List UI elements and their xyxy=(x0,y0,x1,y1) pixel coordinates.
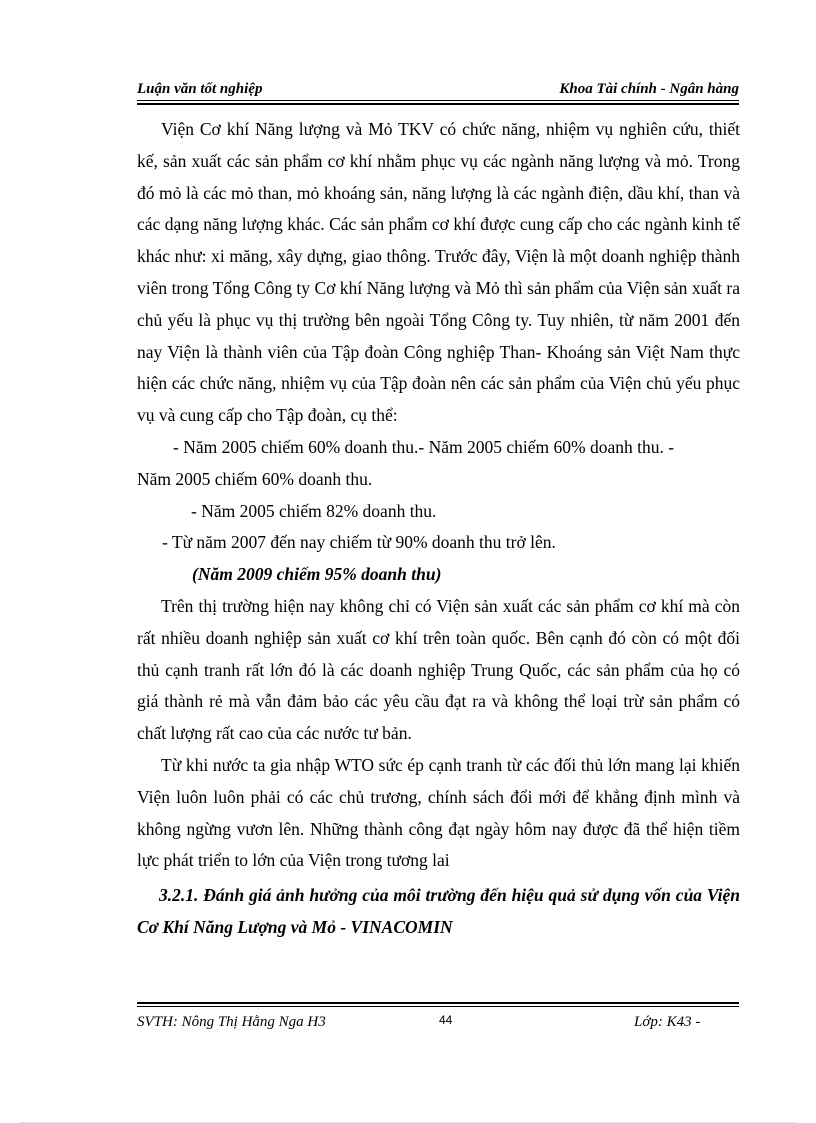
footer-class: Lớp: K43 - xyxy=(634,1014,701,1030)
note-2009: (Năm 2009 chiếm 95% doanh thu) xyxy=(192,564,442,585)
footer-rule-thick xyxy=(137,1002,739,1004)
bullet-1-line-2: Năm 2005 chiếm 60% doanh thu. xyxy=(137,468,373,489)
paragraph-2: Trên thị trường hiện nay không chỉ có Viện sản xuất các sản phẩm cơ khí mà còn rất nhiều doanh nghiệp sản xuất cơ khí trên toàn quốc. Bên cạnh đó còn có một đối thủ cạnh tranh rất lớn đó là các doanh nghiệp Trung Quốc, các sản phẩm của họ có giá thành rẻ mà vẫn đảm bảo các yêu cầu đạt ra và không thể loại trừ sản phẩm có chất lượng rất cao của các nước tư bản. xyxy=(137,595,740,744)
header-faculty-label: Khoa Tài chính - Ngân hàng xyxy=(559,81,739,97)
page-number: 44 xyxy=(439,1013,453,1027)
footer-student: SVTH: Nông Thị Hằng Nga H3 xyxy=(137,1014,326,1030)
header-thesis-label: Luận văn tốt nghiệp xyxy=(137,81,263,97)
bullet-1-line-1: - Năm 2005 chiếm 60% doanh thu.- Năm 2005 chiếm 60% doanh thu. - xyxy=(173,436,675,457)
page-header xyxy=(137,79,739,99)
bullet-3: - Từ năm 2007 đến nay chiếm từ 90% doanh thu trở lên. xyxy=(162,532,556,553)
paragraph-1: Viện Cơ khí Năng lượng và Mỏ TKV có chức năng, nhiệm vụ nghiên cứu, thiết kế, sản xuất các sản phẩm cơ khí nhằm phục vụ các ngành năng lượng và mỏ. Trong đó mỏ là các mỏ than, mỏ khoáng sản, năng lượng là các ngành điện, dầu khí, than và các dạng năng lượng khác. Các sản phẩm cơ khí được cung cấp cho các ngành kinh tế khác như: xi măng, xây dựng, giao thông. Trước đây, Viện là một doanh nghiệp thành viên trong Tổng Công ty Cơ khí Năng lượng và Mỏ thì sản phẩm của Viện sản xuất ra chủ yếu là phục vụ thị trường bên ngoài Tổng Công ty. Tuy nhiên, từ năm 2001 đến nay Viện là thành viên của Tập đoàn Công nghiệp Than- Khoáng sản Việt Nam thực hiện các chức năng, nhiệm vụ của Tập đoàn nên các sản phẩm của Viện chủ yếu phục vụ và cung cấp cho Tập đoàn, cụ thể: xyxy=(137,119,740,426)
document-body xyxy=(137,114,740,943)
paragraph-3: Từ khi nước ta gia nhập WTO sức ép cạnh tranh từ các đối thủ lớn mang lại khiến Viện luôn luôn phải có các chủ trương, chính sách đổi mới để khẳng định mình và không ngừng vươn lên. Những thành công đạt ngày hôm nay được đã thể hiện tiềm lực phát triển to lớn của Viện trong tương lai xyxy=(137,754,740,871)
header-rule xyxy=(137,100,739,101)
bullet-2: - Năm 2005 chiếm 82% doanh thu. xyxy=(191,500,437,521)
section-heading: 3.2.1. Đánh giá ảnh hưởng của môi trường đến hiệu quả sử dụng vốn của Viện Cơ Khí Năng Lượng và Mỏ - VINACOMIN xyxy=(137,885,740,938)
footer-rule xyxy=(137,1006,739,1007)
page-footer xyxy=(137,1010,739,1070)
header-rule-thick xyxy=(137,103,739,105)
